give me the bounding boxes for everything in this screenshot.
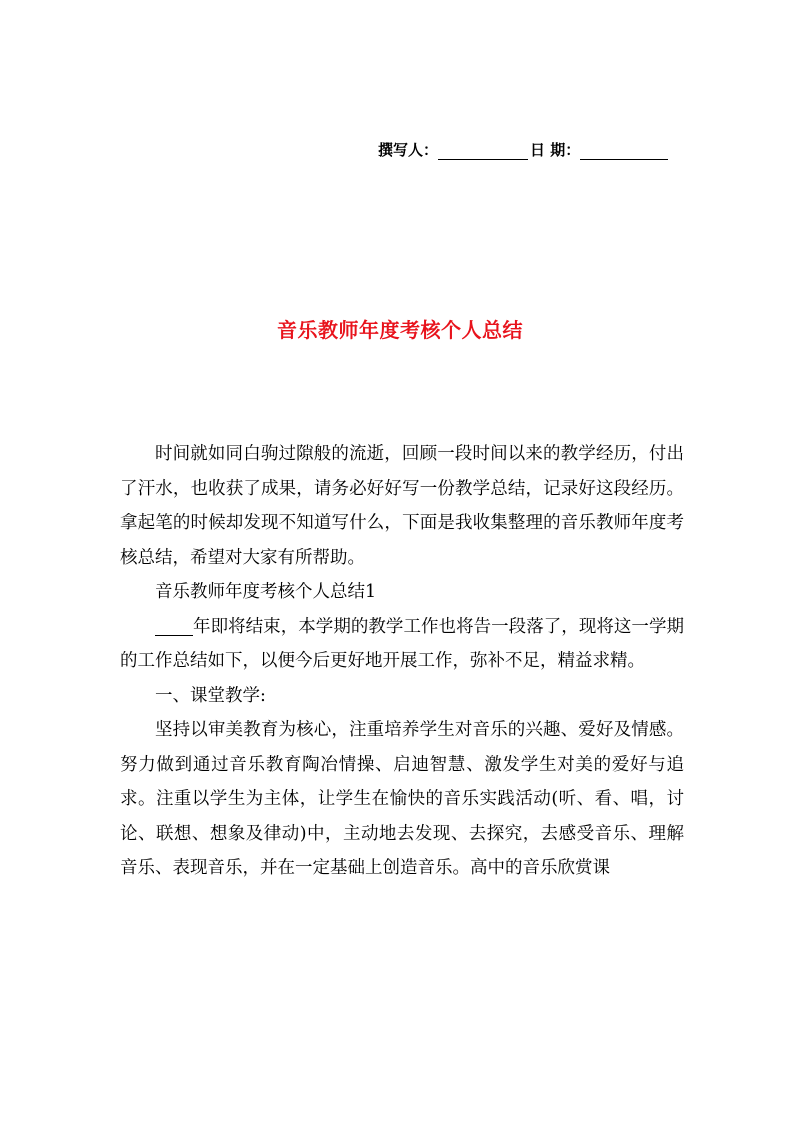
paragraph-2: 坚持以审美教育为核心，注重培养学生对音乐的兴趣、爱好及情感。努力做到通过音乐教育陶冶情操、启迪智慧、激发学生对美的爱好与追求。注重以学生为主体，让学生在愉快的音乐实践活动(听、看、唱，讨论、联想、想象及律动)中，主动地去发现、去探究，去感受音乐、理解音乐、表现音乐，并在一定基础上创造音乐。高中的音乐欣赏课 bbox=[120, 720, 684, 878]
section-1-heading: 一、课堂教学: bbox=[155, 685, 266, 706]
document-title: 音乐教师年度考核个人总结 bbox=[277, 318, 523, 342]
intro-paragraph: 时间就如同白驹过隙般的流逝，回顾一段时间以来的教学经历，付出了汗水，也收获了成果，请务必好好写一份教学总结，记录好这段经历。拿起笔的时候却发现不知道写什么，下面是我收集整理的音乐教师年度考核总结，希望对大家有所帮助。 bbox=[120, 444, 684, 568]
year-blank bbox=[155, 617, 193, 636]
subtitle: 音乐教师年度考核个人总结1 bbox=[155, 582, 377, 602]
paragraph-1 bbox=[120, 610, 684, 679]
date-blank bbox=[580, 142, 668, 160]
document-body bbox=[120, 437, 684, 886]
author-date-line bbox=[378, 139, 668, 160]
author-label: 撰写人： bbox=[378, 141, 439, 159]
paragraph-1-text: 年即将结束，本学期的教学工作也将告一段落了，现将这一学期的工作总结如下，以便今后更好地开展工作，弥补不足，精益求精。 bbox=[120, 616, 684, 671]
author-blank bbox=[438, 142, 528, 160]
date-label: 日 期： bbox=[530, 141, 581, 159]
